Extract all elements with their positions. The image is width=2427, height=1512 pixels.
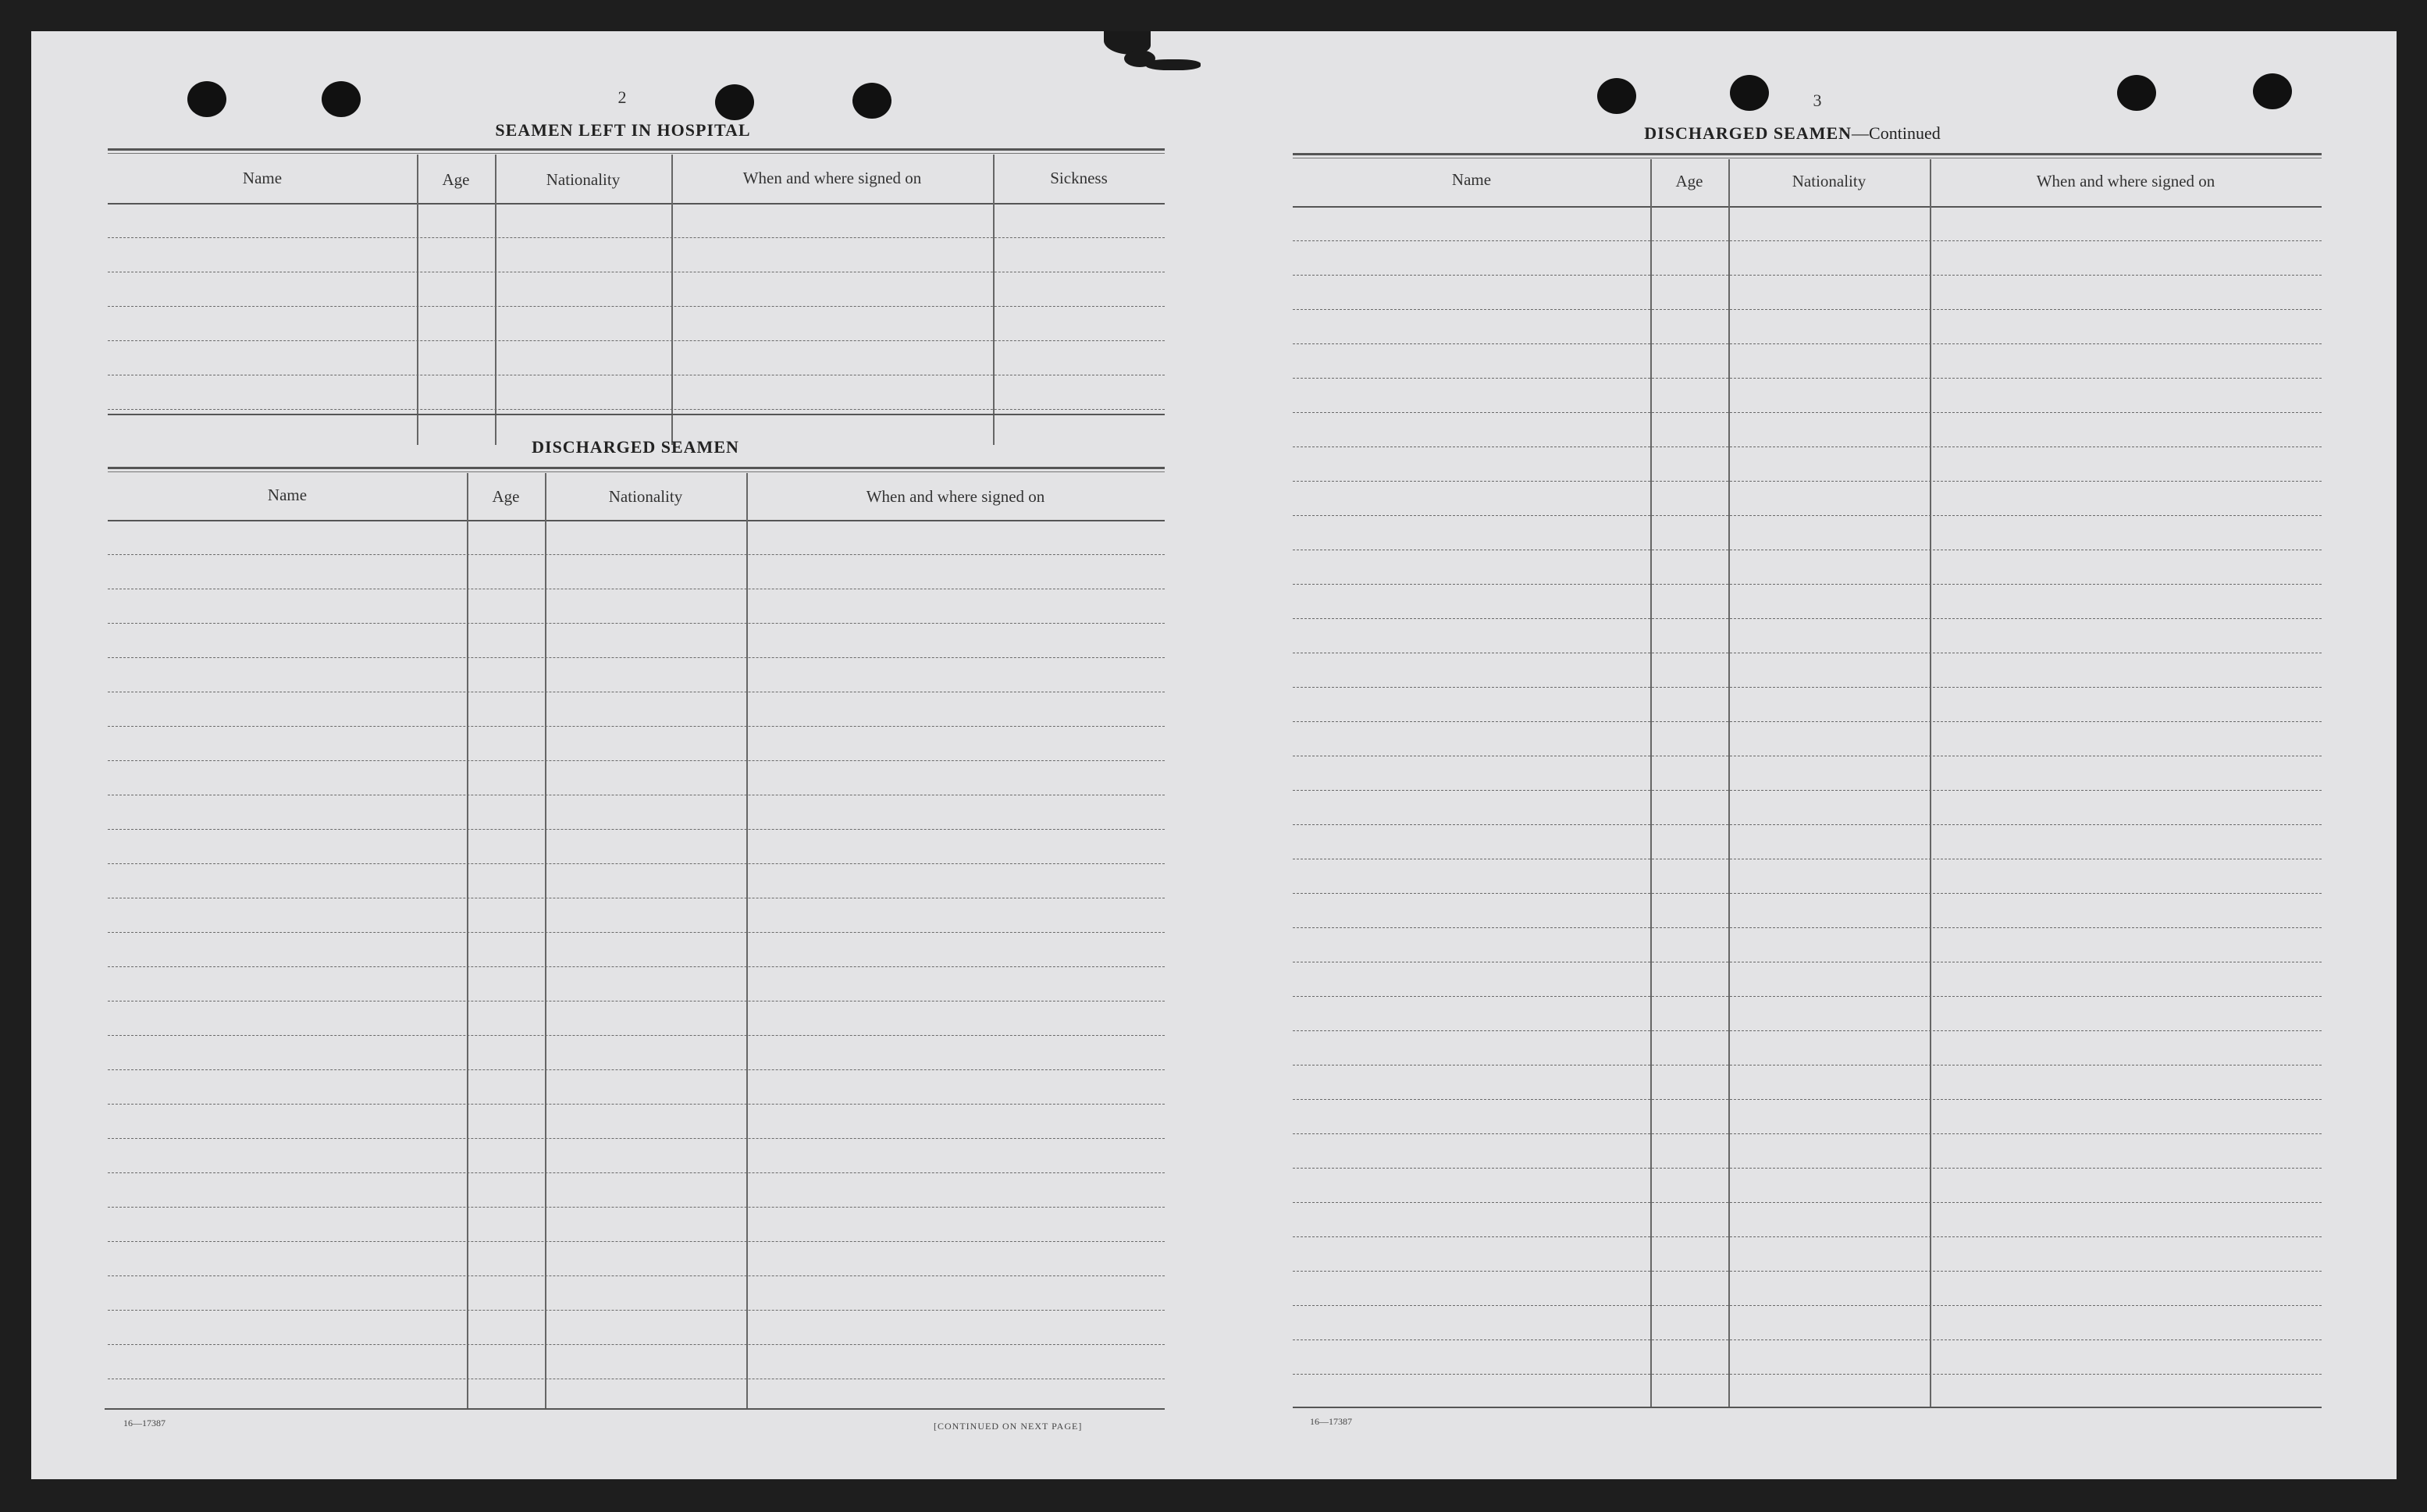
- col-header-name: Name: [267, 486, 308, 504]
- entry-line: [108, 1241, 1165, 1242]
- col-header-name: Name: [242, 169, 283, 187]
- column-divider: [746, 473, 748, 1410]
- entry-line: [1293, 343, 2322, 344]
- entry-line: [108, 657, 1165, 658]
- entry-line: [1293, 1133, 2322, 1134]
- entry-line: [108, 863, 1165, 864]
- entry-line: [1293, 309, 2322, 310]
- entry-line: [108, 1069, 1165, 1070]
- entry-line: [108, 1172, 1165, 1173]
- entry-line: [1293, 824, 2322, 825]
- entry-line: [108, 340, 1165, 341]
- column-divider: [1728, 159, 1730, 1408]
- entry-line: [1293, 446, 2322, 447]
- entry-line: [1293, 1339, 2322, 1340]
- entry-line: [1293, 1271, 2322, 1272]
- section-top-rule: [108, 148, 1165, 154]
- entry-line: [1293, 1202, 2322, 1203]
- column-divider: [671, 155, 673, 445]
- col-header-nationality: Nationality: [546, 170, 621, 189]
- column-divider: [993, 155, 995, 445]
- header-bottom-rule: [1293, 206, 2322, 208]
- entry-line: [1293, 687, 2322, 688]
- left-page: [31, 31, 1218, 1479]
- hospital-section-title: SEAMEN LEFT IN HOSPITAL: [495, 120, 751, 140]
- entry-line: [108, 1104, 1165, 1105]
- section-bottom-rule: [108, 414, 1165, 415]
- entry-line: [1293, 1168, 2322, 1169]
- entry-line: [108, 623, 1165, 624]
- entry-line: [108, 1310, 1165, 1311]
- header-bottom-rule: [108, 203, 1165, 205]
- entry-line: [108, 1207, 1165, 1208]
- entry-line: [1293, 996, 2322, 997]
- form-number: 16—17387: [123, 1418, 165, 1428]
- entry-line: [108, 409, 1165, 410]
- entry-line: [1293, 790, 2322, 791]
- entry-line: [1293, 927, 2322, 928]
- entry-line: [108, 726, 1165, 727]
- entry-line: [1293, 275, 2322, 276]
- page-number: 2: [617, 87, 627, 107]
- section-top-rule: [1293, 153, 2322, 158]
- col-header-when-where: When and where signed on: [2036, 172, 2215, 190]
- discharged-section-title: DISCHARGED SEAMEN: [532, 437, 739, 457]
- section-top-rule: [108, 467, 1165, 472]
- continued-note: [CONTINUED ON NEXT PAGE]: [934, 1421, 1083, 1432]
- form-sheet: [31, 31, 2397, 1479]
- entry-line: [108, 237, 1165, 238]
- col-header-sickness: Sickness: [1050, 169, 1108, 187]
- entry-line: [108, 966, 1165, 967]
- entry-line: [1293, 584, 2322, 585]
- entry-line: [1293, 1099, 2322, 1100]
- column-divider: [1650, 159, 1652, 1408]
- col-header-age: Age: [442, 170, 470, 189]
- col-header-when-where: When and where signed on: [742, 169, 922, 187]
- entry-line: [1293, 1305, 2322, 1306]
- form-number: 16—17387: [1310, 1416, 1352, 1427]
- col-header-name: Name: [1451, 170, 1492, 189]
- entry-line: [108, 554, 1165, 555]
- entry-line: [1293, 378, 2322, 379]
- col-header-nationality: Nationality: [1792, 172, 1867, 190]
- entry-line: [108, 1035, 1165, 1036]
- column-divider: [545, 473, 546, 1410]
- header-bottom-rule: [108, 520, 1165, 521]
- entry-line: [1293, 481, 2322, 482]
- table-bottom-rule: [105, 1408, 1165, 1410]
- entry-line: [108, 306, 1165, 307]
- entry-line: [108, 1275, 1165, 1276]
- col-header-nationality: Nationality: [608, 487, 683, 506]
- column-divider: [495, 155, 496, 445]
- entry-line: [1293, 1236, 2322, 1237]
- discharged-continued-title: [1644, 123, 1940, 144]
- page-number: 3: [1813, 91, 1822, 110]
- entry-line: [1293, 721, 2322, 722]
- title-suffix: —Continued: [1852, 123, 1941, 143]
- entry-line: [108, 1138, 1165, 1139]
- right-page: [1218, 31, 2397, 1479]
- col-header-when-where: When and where signed on: [866, 487, 1045, 506]
- entry-line: [1293, 1374, 2322, 1375]
- column-divider: [467, 473, 468, 1410]
- entry-line: [1293, 1030, 2322, 1031]
- entry-line: [108, 1344, 1165, 1345]
- entry-line: [1293, 412, 2322, 413]
- entry-line: [1293, 240, 2322, 241]
- entry-line: [1293, 515, 2322, 516]
- entry-line: [1293, 1065, 2322, 1066]
- col-header-age: Age: [1675, 172, 1703, 190]
- table-bottom-rule: [1293, 1407, 2322, 1408]
- title-main: DISCHARGED SEAMEN: [1644, 123, 1852, 143]
- column-divider: [417, 155, 418, 445]
- col-header-age: Age: [492, 487, 520, 506]
- entry-line: [1293, 893, 2322, 894]
- entry-line: [1293, 618, 2322, 619]
- entry-line: [108, 760, 1165, 761]
- entry-line: [108, 932, 1165, 933]
- entry-line: [108, 829, 1165, 830]
- column-divider: [1930, 159, 1931, 1408]
